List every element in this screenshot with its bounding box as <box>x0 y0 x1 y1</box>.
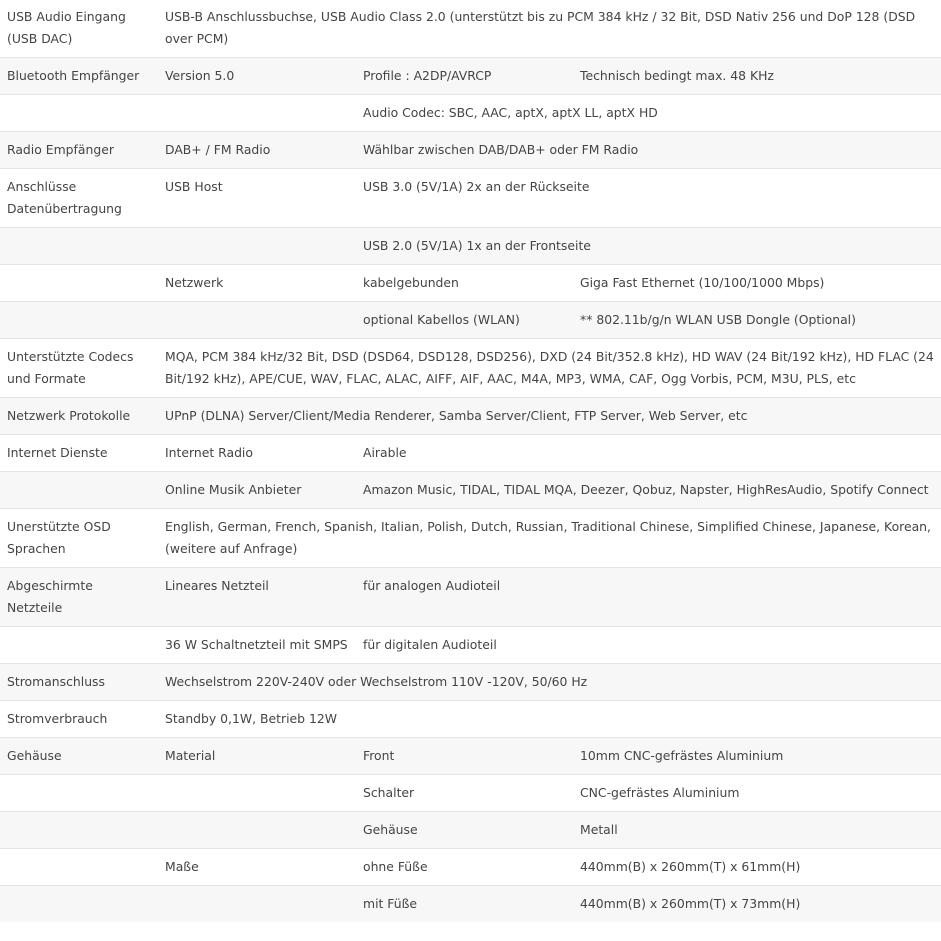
spec-value: Standby 0,1W, Betrieb 12W <box>158 701 941 738</box>
spec-row <box>0 849 941 886</box>
spec-value: Material <box>158 738 356 775</box>
spec-value: ohne Füße <box>356 849 573 886</box>
spec-row <box>0 435 941 472</box>
spec-row <box>0 812 941 849</box>
spec-value: Netzwerk <box>158 265 356 302</box>
spec-row <box>0 58 941 95</box>
spec-row <box>0 886 941 923</box>
spec-row <box>0 339 941 398</box>
spec-value: kabelgebunden <box>356 265 573 302</box>
spec-value <box>158 886 356 923</box>
spec-value <box>158 812 356 849</box>
spec-label: Unerstützte OSD Sprachen <box>0 509 158 568</box>
spec-value: Amazon Music, TIDAL, TIDAL MQA, Deezer, Qobuz, Napster, HighResAudio, Spotify Connect <box>356 472 941 509</box>
spec-row <box>0 95 941 132</box>
spec-row <box>0 701 941 738</box>
spec-value <box>158 95 356 132</box>
spec-label <box>0 627 158 664</box>
spec-label <box>0 472 158 509</box>
spec-label <box>0 228 158 265</box>
spec-row <box>0 132 941 169</box>
spec-row <box>0 509 941 568</box>
spec-value: Audio Codec: SBC, AAC, aptX, aptX LL, aptX HD <box>356 95 941 132</box>
spec-value: ** 802.11b/g/n WLAN USB Dongle (Optional) <box>573 302 941 339</box>
spec-value: USB 2.0 (5V/1A) 1x an der Frontseite <box>356 228 941 265</box>
spec-row <box>0 169 941 228</box>
spec-label: Stromanschluss <box>0 664 158 701</box>
spec-label: Radio Empfänger <box>0 132 158 169</box>
spec-value: Lineares Netzteil <box>158 568 356 627</box>
spec-value: Front <box>356 738 573 775</box>
spec-value: USB Host <box>158 169 356 228</box>
spec-value: optional Kabellos (WLAN) <box>356 302 573 339</box>
spec-value: UPnP (DLNA) Server/Client/Media Renderer, Samba Server/Client, FTP Server, Web Server, etc <box>158 398 941 435</box>
spec-row <box>0 265 941 302</box>
spec-label: USB Audio Eingang (USB DAC) <box>7 9 126 46</box>
spec-value: USB 3.0 (5V/1A) 2x an der Rückseite <box>356 169 941 228</box>
spec-value: Maße <box>158 849 356 886</box>
spec-label <box>0 812 158 849</box>
spec-value: Wählbar zwischen DAB/DAB+ oder FM Radio <box>356 132 941 169</box>
spec-row <box>0 627 941 664</box>
spec-row <box>0 775 941 812</box>
spec-value: Giga Fast Ethernet (10/100/1000 Mbps) <box>573 265 941 302</box>
spec-value <box>158 302 356 339</box>
spec-row <box>0 738 941 775</box>
spec-value: Online Musik Anbieter <box>158 472 356 509</box>
spec-value <box>158 228 356 265</box>
spec-value: Profile : A2DP/AVRCP <box>356 58 573 95</box>
spec-row <box>0 568 941 627</box>
spec-label <box>0 95 158 132</box>
spec-value: Wechselstrom 220V-240V oder Wechselstrom 110V -120V, 50/60 Hz <box>158 664 941 701</box>
spec-value: 440mm(B) x 260mm(T) x 61mm(H) <box>573 849 941 886</box>
spec-row <box>0 228 941 265</box>
spec-label: Anschlüsse Datenübertragung <box>0 169 158 228</box>
spec-label <box>0 849 158 886</box>
spec-value: Version 5.0 <box>158 58 356 95</box>
spec-row <box>0 664 941 701</box>
spec-value: 440mm(B) x 260mm(T) x 73mm(H) <box>573 886 941 923</box>
spec-value: Gehäuse <box>356 812 573 849</box>
spec-row <box>0 0 941 58</box>
spec-label: Netzwerk Protokolle <box>0 398 158 435</box>
spec-label: Abgeschirmte Netzteile <box>0 568 158 627</box>
spec-value: English, German, French, Spanish, Italian, Polish, Dutch, Russian, Traditional Chinese, Simplified Chinese, Japanese, Korean, (weitere auf Anfrage) <box>158 509 941 568</box>
spec-label: Bluetooth Empfänger <box>0 58 158 95</box>
spec-value: für analogen Audioteil <box>356 568 941 627</box>
spec-value: mit Füße <box>356 886 573 923</box>
spec-label <box>0 265 158 302</box>
spec-row <box>0 472 941 509</box>
spec-value: für digitalen Audioteil <box>356 627 941 664</box>
spec-row <box>0 398 941 435</box>
spec-label <box>0 775 158 812</box>
spec-value: Airable <box>356 435 941 472</box>
spec-value: 10mm CNC-gefrästes Aluminium <box>573 738 941 775</box>
spec-label: Stromverbrauch <box>0 701 158 738</box>
spec-value <box>158 775 356 812</box>
spec-value: Metall <box>573 812 941 849</box>
spec-label: Gehäuse <box>0 738 158 775</box>
spec-value: 36 W Schaltnetzteil mit SMPS <box>158 627 356 664</box>
spec-value: Technisch bedingt max. 48 KHz <box>573 58 941 95</box>
spec-row <box>0 302 941 339</box>
spec-value: Schalter <box>356 775 573 812</box>
spec-label <box>0 886 158 923</box>
spec-value: USB-B Anschlussbuchse, USB Audio Class 2.0 (unterstützt bis zu PCM 384 kHz / 32 Bit, DSD Nativ 256 und DoP 128 (DSD over PCM) <box>165 9 916 46</box>
spec-value: MQA, PCM 384 kHz/32 Bit, DSD (DSD64, DSD128, DSD256), DXD (24 Bit/352.8 kHz), HD WAV (24 Bit/192 kHz), HD FLAC (24 Bit/192 kHz), APE/CUE, WAV, FLAC, ALAC, AIFF, AIF, AAC, M4A, MP3, WMA, CAF, Ogg Vorbis, PCM, M3U, PLS, etc <box>158 339 941 398</box>
spec-label: Internet Dienste <box>0 435 158 472</box>
spec-value: Internet Radio <box>158 435 356 472</box>
spec-label <box>0 302 158 339</box>
spec-value: DAB+ / FM Radio <box>158 132 356 169</box>
spec-value: CNC-gefrästes Aluminium <box>573 775 941 812</box>
spec-label: Unterstützte Codecs und Formate <box>0 339 158 398</box>
